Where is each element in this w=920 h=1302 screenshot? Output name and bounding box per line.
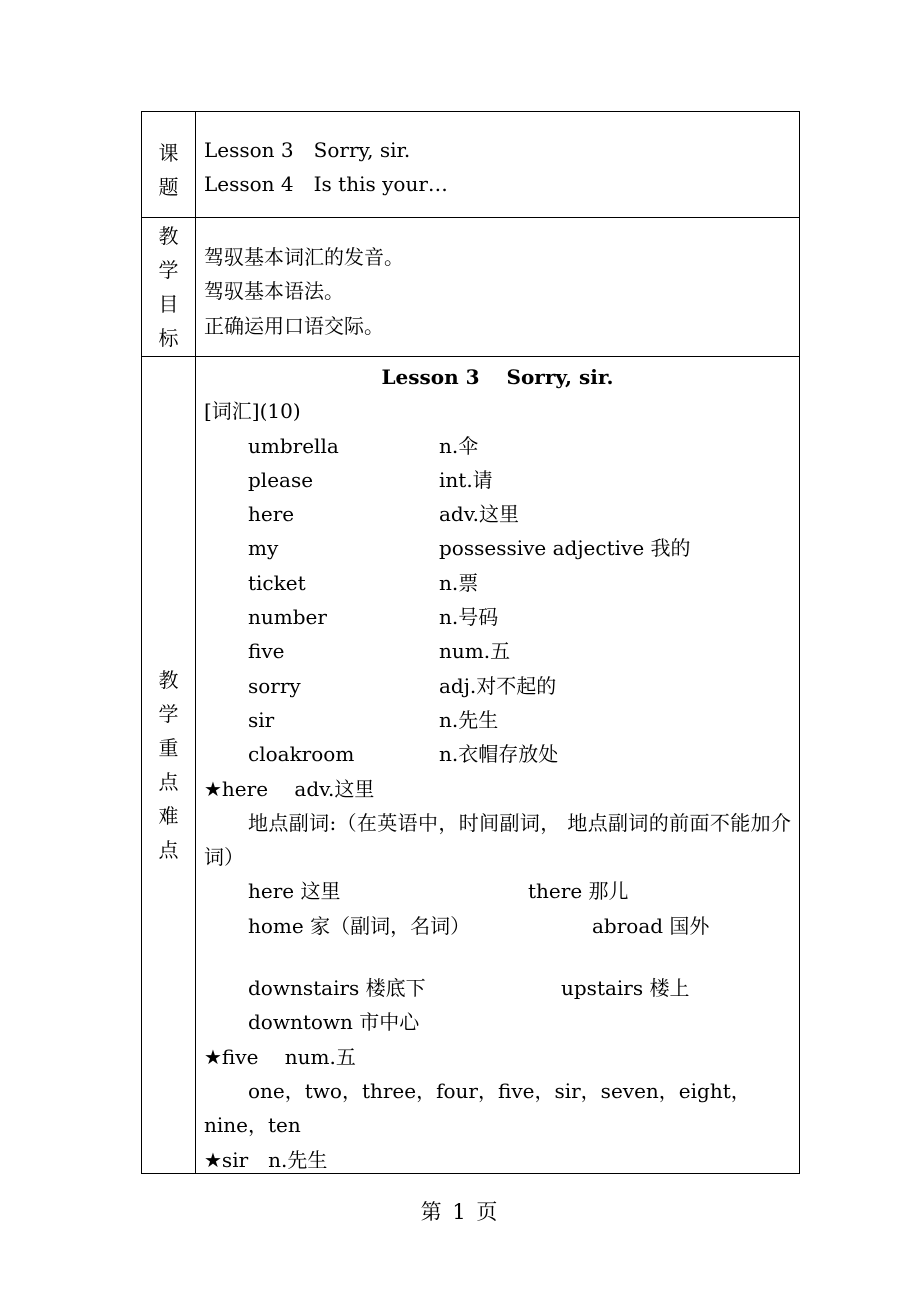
adverb-pair xyxy=(204,874,791,908)
goal-line: 驾驭基本语法。 xyxy=(204,279,344,304)
vocab-meaning: num.五 xyxy=(439,639,511,664)
topic-line: Lesson 3 Sorry, sir. xyxy=(204,138,411,162)
focus-content xyxy=(196,357,799,1173)
vocab-row xyxy=(204,566,791,600)
goals-label xyxy=(142,218,196,356)
label-char: 标 xyxy=(158,326,179,350)
vocab-meaning: n.号码 xyxy=(439,605,499,630)
lesson-plan-table xyxy=(141,111,800,1174)
vocab-meaning: n.伞 xyxy=(439,433,479,458)
adverb-pair xyxy=(204,971,791,1005)
topic-content xyxy=(196,112,799,217)
label-char: 点 xyxy=(158,838,179,862)
vocab-title: [词汇](10) xyxy=(204,399,301,424)
topic-label xyxy=(142,112,196,217)
vocab-word: sir xyxy=(248,707,275,732)
vocab-word: sorry xyxy=(248,673,301,698)
label-char: 点 xyxy=(158,770,179,794)
vocab-meaning: possessive adjective 我的 xyxy=(439,536,691,561)
adverb-pair xyxy=(204,909,791,943)
vocab-meaning: n.衣帽存放处 xyxy=(439,742,559,767)
label-char: 课 xyxy=(158,140,179,165)
adverb-item: here 这里 xyxy=(248,879,341,904)
vocab-row xyxy=(204,531,791,565)
star-here: ★here adv.这里 xyxy=(204,776,375,801)
label-char: 题 xyxy=(158,174,179,199)
label-char: 重 xyxy=(158,736,179,760)
goals-row xyxy=(142,217,799,356)
focus-label xyxy=(142,357,196,1173)
vocab-word: my xyxy=(248,536,279,561)
star-sir: ★sir n.先生 xyxy=(204,1147,328,1172)
vocab-row xyxy=(204,600,791,634)
label-char: 教 xyxy=(158,224,179,248)
adverb-item: there 那儿 xyxy=(528,879,629,904)
vocab-word: here xyxy=(248,502,295,527)
goals-content xyxy=(196,218,799,356)
goal-line: 驾驭基本词汇的发音。 xyxy=(204,245,404,269)
adverb-note: 地点副词:（在英语中，时间副词， 地点副词的前面不能加介词） xyxy=(204,810,791,870)
spacer xyxy=(204,943,791,971)
vocab-row xyxy=(204,634,791,668)
vocab-row xyxy=(204,463,791,497)
numbers-list: one，two，three，four，five，sir，seven，eight，nine，ten xyxy=(204,1078,751,1138)
label-char: 目 xyxy=(158,292,179,316)
label-char: 学 xyxy=(158,702,179,726)
vocab-row xyxy=(204,497,791,531)
lesson-heading: Lesson 3 Sorry, sir. xyxy=(381,365,614,389)
adverb-item: abroad 国外 xyxy=(592,913,710,938)
vocab-meaning: n.先生 xyxy=(439,707,499,732)
vocab-word: please xyxy=(248,467,314,492)
vocab-word: five xyxy=(248,639,285,664)
vocab-word: number xyxy=(248,605,327,630)
label-char: 学 xyxy=(158,258,179,282)
label-char: 教 xyxy=(158,668,179,692)
goal-line: 正确运用口语交际。 xyxy=(204,313,384,338)
vocab-meaning: n.票 xyxy=(439,570,479,595)
adverb-item: upstairs 楼上 xyxy=(561,976,690,1001)
vocab-word: umbrella xyxy=(248,433,339,458)
vocab-row xyxy=(204,669,791,703)
label-char: 难 xyxy=(158,804,179,828)
vocab-meaning: int.请 xyxy=(439,467,493,492)
vocab-word: ticket xyxy=(248,570,306,595)
vocab-row xyxy=(204,737,791,771)
adverb-item: downstairs 楼底下 xyxy=(248,976,426,1001)
vocab-row xyxy=(204,703,791,737)
topic-line: Lesson 4 Is this your… xyxy=(204,172,448,197)
vocab-meaning: adv.这里 xyxy=(439,502,520,527)
adverb-item: downtown 市中心 xyxy=(248,1010,420,1035)
adverb-item: home 家（副词，名词） xyxy=(248,913,471,938)
adverb-pair xyxy=(204,1005,791,1039)
vocab-word: cloakroom xyxy=(248,742,355,767)
star-five: ★five num.五 xyxy=(204,1044,356,1069)
focus-row xyxy=(142,356,799,1173)
vocab-meaning: adj.对不起的 xyxy=(439,673,557,698)
page-footer: 第 1 页 xyxy=(420,1200,500,1224)
vocab-row xyxy=(204,429,791,463)
topic-row xyxy=(142,112,799,217)
